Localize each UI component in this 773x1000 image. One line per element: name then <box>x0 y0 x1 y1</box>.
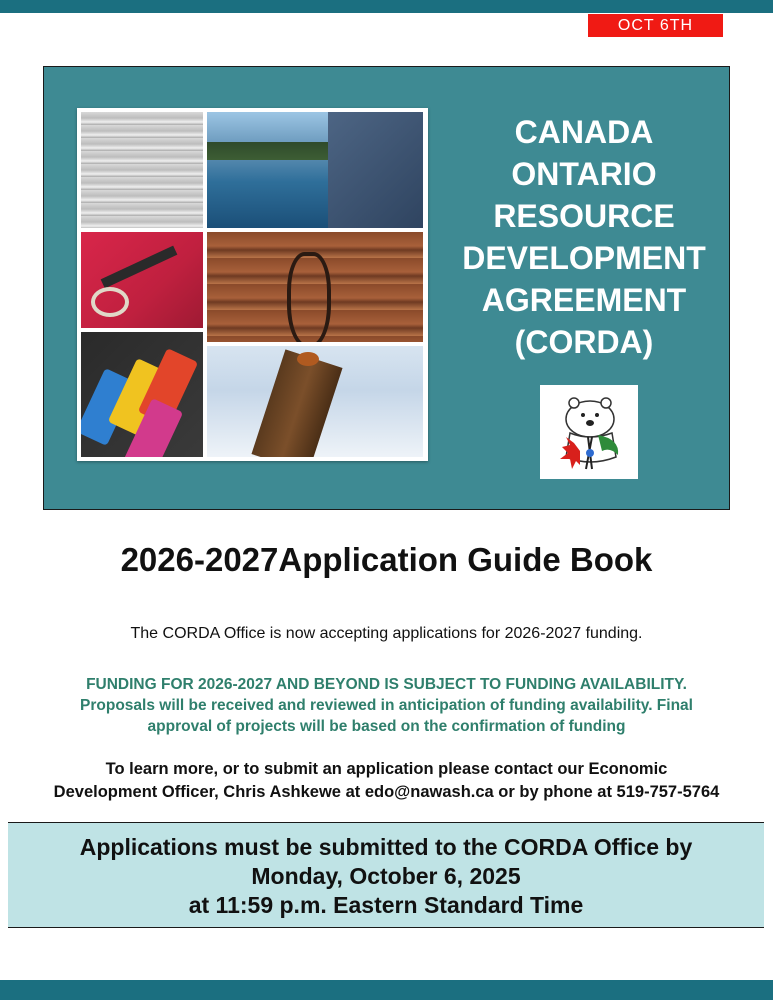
funding-notice-line: Proposals will be received and reviewed in anticipation of funding availability. Final <box>80 697 693 714</box>
funding-notice-line: approval of projects will be based on the confirmation of funding <box>147 718 626 735</box>
deadline-line: Monday, October 6, 2025 <box>251 863 521 889</box>
photo-collage <box>77 108 428 461</box>
cover-title-line: DEVELOPMENT <box>462 240 706 276</box>
photo-log-in-snow <box>207 346 423 457</box>
page-title: 2026-2027Application Guide Book <box>120 541 653 578</box>
intro-text: The CORDA Office is now accepting applications for 2026-2027 funding. <box>130 625 643 642</box>
cover-panel <box>43 66 730 510</box>
deadline-box <box>8 822 764 928</box>
photo-thread-spools <box>81 332 203 457</box>
top-banner-bar <box>0 0 773 13</box>
contact-line: To learn more, or to submit an application please contact our Economic <box>105 760 668 778</box>
date-badge <box>588 14 723 37</box>
bottom-banner-bar <box>0 980 773 1000</box>
cover-title-line: AGREEMENT <box>481 282 687 318</box>
contact-line: Development Officer, Chris Ashkewe at edo@nawash.ca or by phone at 519-757-5764 <box>53 783 720 801</box>
contact-info <box>10 758 763 804</box>
funding-notice-line: FUNDING FOR 2026-2027 AND BEYOND IS SUBJECT TO FUNDING AVAILABILITY. <box>86 676 687 693</box>
cover-title-line: ONTARIO <box>511 156 657 192</box>
photo-tools <box>81 232 203 328</box>
cover-title-line: CANADA <box>514 114 654 150</box>
date-badge-text: OCT 6TH <box>617 16 694 34</box>
deadline-line: at 11:59 p.m. Eastern Standard Time <box>188 892 584 918</box>
photo-stacked-hides <box>81 112 203 228</box>
cover-title-line: (CORDA) <box>514 324 654 360</box>
bear-maple-leaf-logo-icon <box>540 385 638 479</box>
funding-notice <box>30 674 743 737</box>
deadline-line: Applications must be submitted to the CORDA Office by <box>79 834 693 860</box>
cover-title-line: RESOURCE <box>493 198 675 234</box>
cover-title <box>454 111 714 363</box>
photo-snowshoe-on-logs <box>207 232 423 342</box>
photo-fishing-net <box>207 112 423 228</box>
